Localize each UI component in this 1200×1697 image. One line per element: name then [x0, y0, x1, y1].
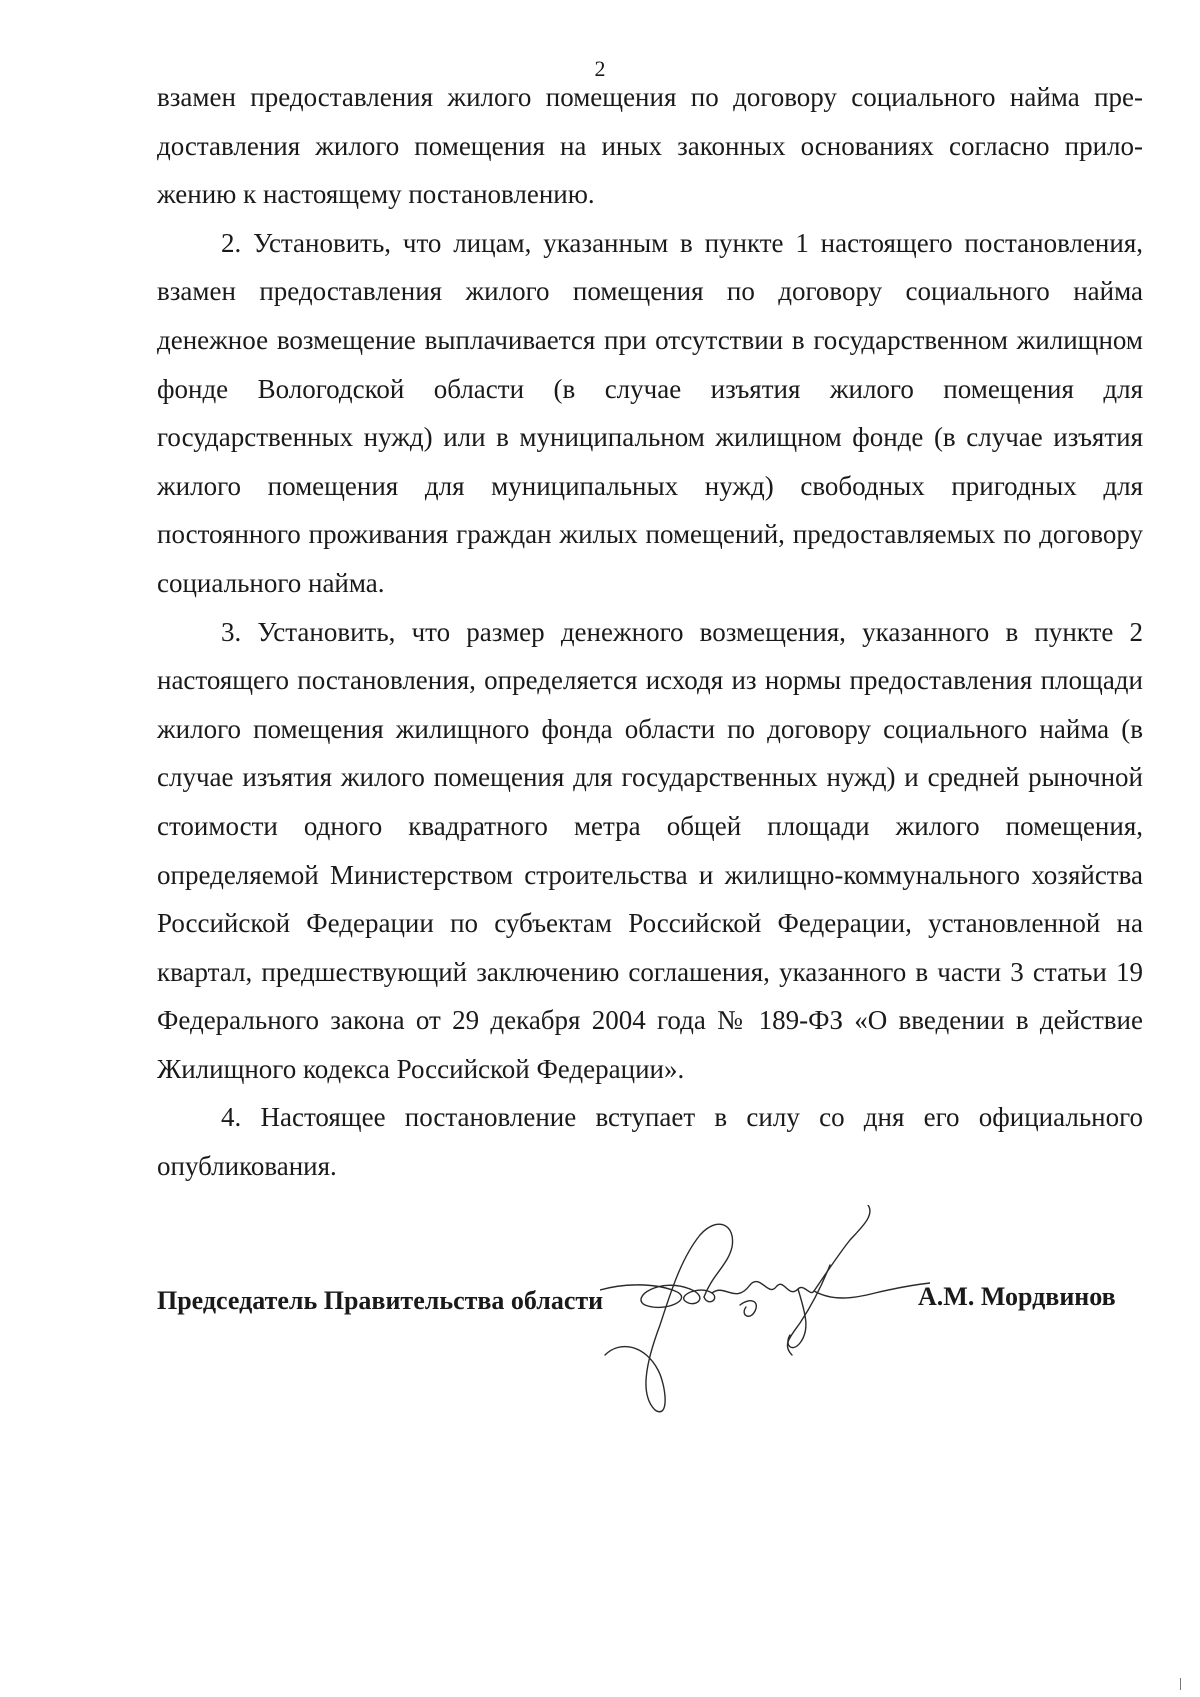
signatory-name: А.М. Мордвинов: [918, 1282, 1116, 1311]
paragraph-continuation: взамен предоставления жилого помещения по договору социального найма предоставления жилого помещения на иных законных основаниях согласно приложению к настоящему постановлению.: [157, 82, 1143, 210]
document-body: [157, 73, 1143, 1191]
paragraph-item-2: 2. Установить, что лицам, указанным в пункте 1 настоящего постановления, взамен предоставления жилого помещения по договору социального найма денежное возмещение выплачивается при отсутствии в государственном жилищном фонде Вологодской области (в случае изъятия жилого помещения для государственных нужд) или в муниципальном жилищном фонде (в случае изъятия жилого помещения для муниципальных нужд) свободных пригодных для постоянного проживания граждан жилых помещений, предоставляемых по договору социального найма.: [157, 227, 1143, 598]
page-number: 2: [594, 56, 606, 81]
scan-mark: [1180, 1678, 1181, 1690]
handwritten-signature: [600, 1205, 930, 1420]
paragraph-item-4: 4. Настоящее постановление вступает в силу со дня его официального опубликования.: [157, 1102, 1143, 1182]
signatory-position: Председатель Правительства области: [157, 1286, 604, 1315]
paragraph-item-3: 3. Установить, что размер денежного возмещения, указанного в пункте 2 настоящего постановления, определяется исходя из нормы предоставления площади жилого помещения жилищного фонда области по договору социального найма (в случае изъятия жилого помещения для государственных нужд) и средней рыночной стоимости одного квадратного метра общей площади жилого помещения, определяемой Министерством строительства и жилищно-коммунального хозяйства Российской Федерации по субъектам Российской Федерации, установленной на квартал, предшествующий заключению соглашения, указанного в части 3 статьи 19 Федерального закона от 29 декабря 2004 года № 189-ФЗ «О введении в действие Жилищного кодекса Российской Федерации».: [157, 616, 1143, 1084]
